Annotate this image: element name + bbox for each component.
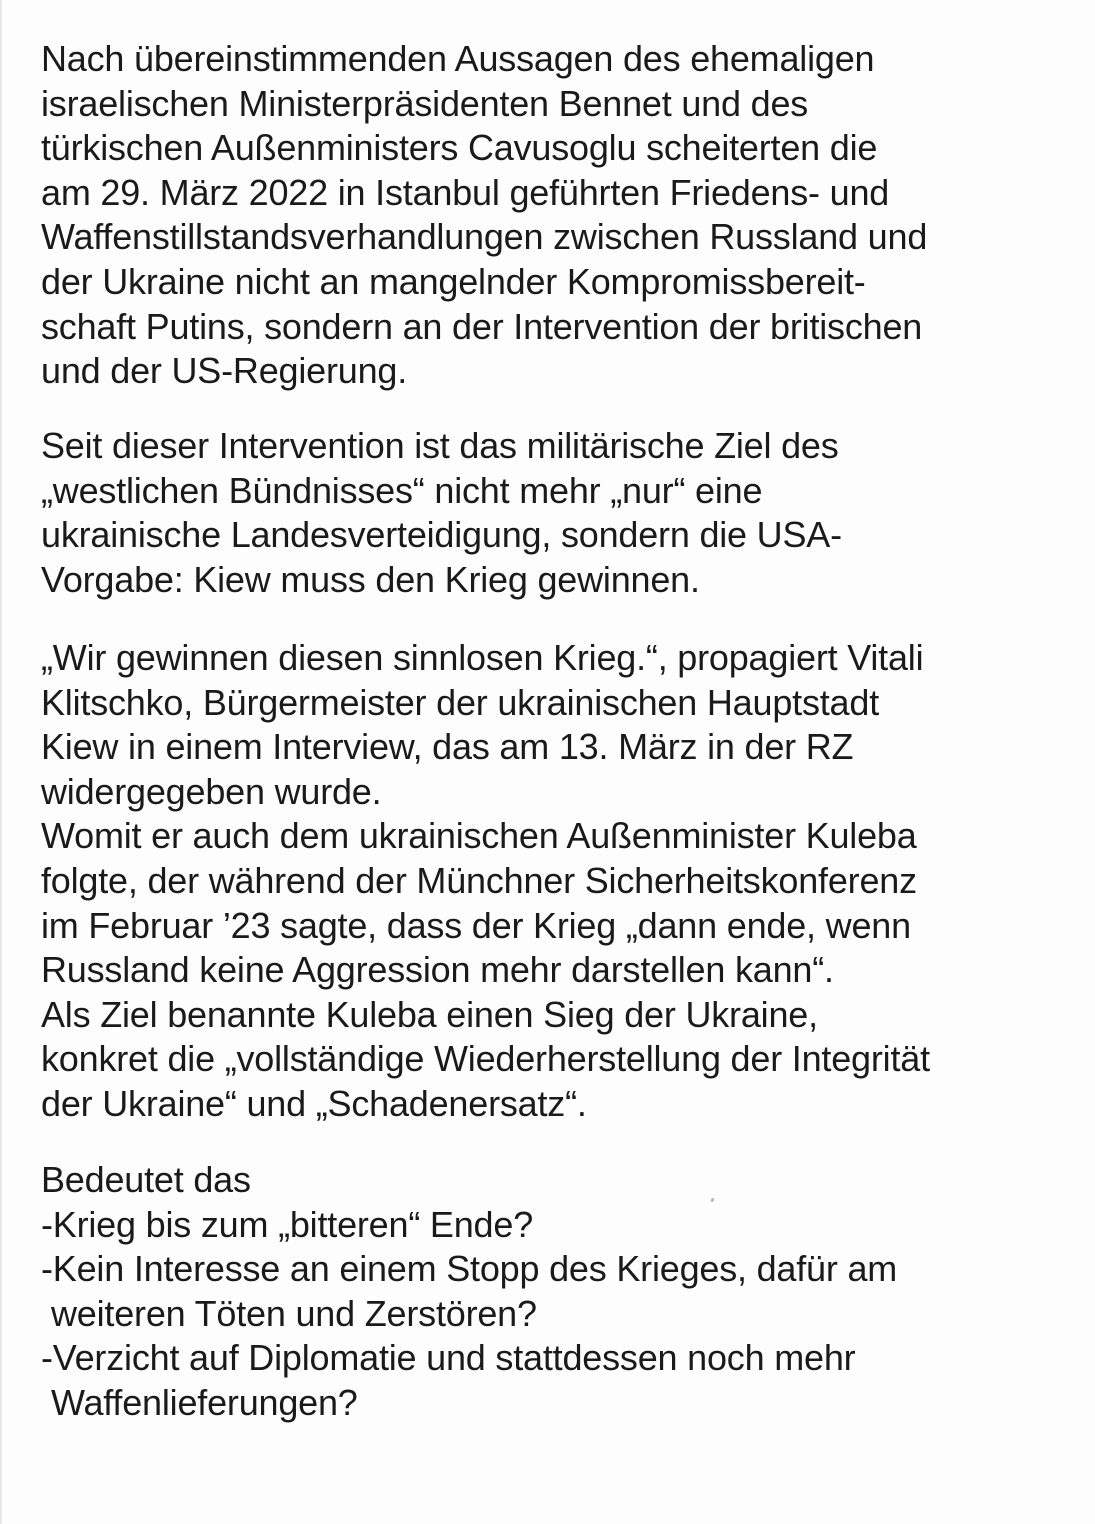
text-line: israelischen Ministerpräsidenten Bennet und des [41, 82, 809, 124]
text-line: Als Ziel benannte Kuleba einen Sieg der Ukraine, [41, 993, 818, 1035]
text-line: am 29. März 2022 in Istanbul geführten Friedens- und [41, 171, 890, 213]
text-line: der Ukraine nicht an mangelnder Kompromissbereit- [41, 260, 866, 302]
paragraph-klitschko-kuleba [41, 636, 1051, 1127]
text-line: ukrainische Landesverteidigung, sondern die USA- [41, 514, 842, 556]
question-item: -Krieg bis zum „bitteren“ Ende? [41, 1203, 534, 1245]
paragraph-istanbul-negotiations [41, 37, 1051, 394]
text-line: schaft Putins, sondern an der Intervention der britischen [41, 305, 923, 347]
text-line: und der US-Regierung. [41, 350, 408, 392]
text-line: Seit dieser Intervention ist das militärische Ziel des [41, 425, 839, 466]
text-line: im Februar ’23 sagte, dass der Krieg „dann ende, wenn [41, 904, 911, 946]
text-line: „Wir gewinnen diesen sinnlosen Krieg.“, propagiert Vitali [41, 637, 924, 678]
text-line: Klitschko, Bürgermeister der ukrainischen Hauptstadt [41, 681, 879, 723]
text-line: konkret die „vollständige Wiederherstellung der Integrität [41, 1038, 930, 1080]
text-line: Bedeutet das [41, 1159, 251, 1200]
question-item-continuation: weiteren Töten und Zerstören? [51, 1292, 537, 1334]
text-line: Nach übereinstimmenden Aussagen des ehemaligen [41, 38, 875, 79]
text-line: Kiew in einem Interview, das am 13. März in der RZ [41, 726, 854, 768]
question-item: -Verzicht auf Diplomatie und stattdessen noch mehr [41, 1337, 856, 1379]
text-line: türkischen Außenministers Cavusoglu scheiterten die [41, 127, 878, 169]
text-line: widergegeben wurde. [41, 770, 382, 812]
text-line: „westlichen Bündnisses“ nicht mehr „nur“ eine [41, 469, 763, 511]
text-line: Vorgabe: Kiew muss den Krieg gewinnen. [41, 558, 700, 600]
text-line: folgte, der während der Münchner Sicherheitskonferenz [41, 859, 917, 901]
question-item-continuation: Waffenlieferungen? [51, 1381, 358, 1423]
paragraph-questions [41, 1158, 1051, 1426]
question-item: -Kein Interesse an einem Stopp des Krieges, dafür am [41, 1248, 898, 1290]
text-line: Waffenstillstandsverhandlungen zwischen Russland und [41, 216, 928, 258]
text-line: Russland keine Aggression mehr darstellen kann“. [41, 949, 834, 991]
paragraph-military-goal [41, 424, 1051, 602]
text-line: der Ukraine“ und „Schadenersatz“. [41, 1082, 587, 1124]
text-line: Womit er auch dem ukrainischen Außenminister Kuleba [41, 815, 917, 857]
